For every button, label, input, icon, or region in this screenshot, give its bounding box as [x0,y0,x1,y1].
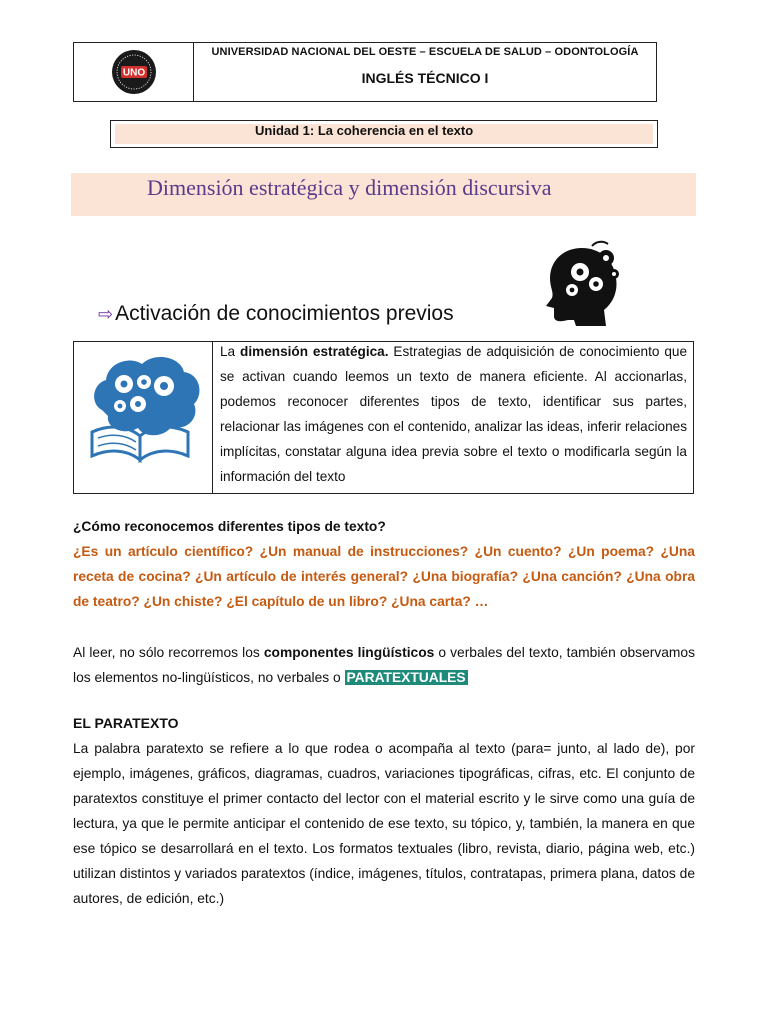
reading-part2: o verbales del texto, también observamos los elementos no-lingüísticos, no verbales o [73,645,695,685]
unit-box [110,120,658,148]
dimension-text: Estrategias de adquisición de conocimiento que se activan cuando leemos un texto de manera eficiente. Al accionarlas, podemos reconocer diferentes tipos de texto, identificar sus partes, relacionar las imágenes con el contenido, analizar las ideas, inferir relaciones implícitas, constatar alguna idea previa sobre el texto o modificarla según la información del texto [220,344,688,484]
paratexto-body: La palabra paratexto se refiere a lo que rodea o acompaña al texto (para= junto, al lado de), por ejemplo, imágenes, gráficos, diagramas, cuadros, variaciones tipográficas, cifras, etc. El conjunto de paratextos constituye el primer contacto del lector con el material escrito y le sirve como una guía de lectura, ya que le permite anticipar el contenido de ese texto, su tópico, y, también, la manera en que ese tópico se desarrollará en el texto. Los formatos textuales (libro, revista, diario, página web, etc.) utilizan distintos y variados paratextos (índice, imágenes, títulos, contratapas, primera plana, datos de autores, de edición, etc.) [73,741,695,906]
image-cell [74,342,213,493]
activation-title: Activación de conocimientos previos [115,302,454,325]
arrow-right-icon: ⇨ [98,304,114,324]
logo-cell [74,43,194,101]
logo-text: UNO [122,67,145,79]
paratextuales-badge: PARATEXTUALES [346,670,466,685]
question-title: ¿Cómo reconocemos diferentes tipos de texto? [73,519,386,534]
unit-title: Unidad 1: La coherencia en el texto [115,124,653,144]
question-block [73,514,695,614]
header-text [194,43,656,101]
dimension-lead: La [220,344,236,359]
university-logo-icon [106,49,162,95]
section-title: Dimensión estratégica y dimensión discursiva [147,175,552,200]
dimension-term: dimensión estratégica. [240,344,389,359]
section-banner [71,173,696,216]
activation-heading [98,302,454,326]
reading-part1: Al leer, no sólo recorremos los [73,645,260,660]
question-examples: ¿Es un artículo científico? ¿Un manual de instrucciones? ¿Un cuento? ¿Un poema? ¿Una receta de cocina? ¿Un artículo de interés general? ¿Una biografía? ¿Una canción? ¿Una obra de teatro? ¿Un chiste? ¿El capítulo de un libro? ¿Una carta? … [73,544,695,609]
course-title: INGLÉS TÉCNICO I [361,70,489,86]
dimension-description [213,339,693,493]
head-gears-icon [542,240,620,326]
brain-book-icon [84,348,212,468]
paratexto-heading: EL PARATEXTO [73,715,179,731]
dimension-box [73,341,694,494]
paratexto-section [73,711,695,911]
document-header [73,42,657,102]
reading-paragraph [73,640,695,690]
university-name: UNIVERSIDAD NACIONAL DEL OESTE – ESCUELA DE SALUD – ODONTOLOGÍA [211,46,639,58]
reading-bold: componentes lingüísticos [263,645,435,660]
